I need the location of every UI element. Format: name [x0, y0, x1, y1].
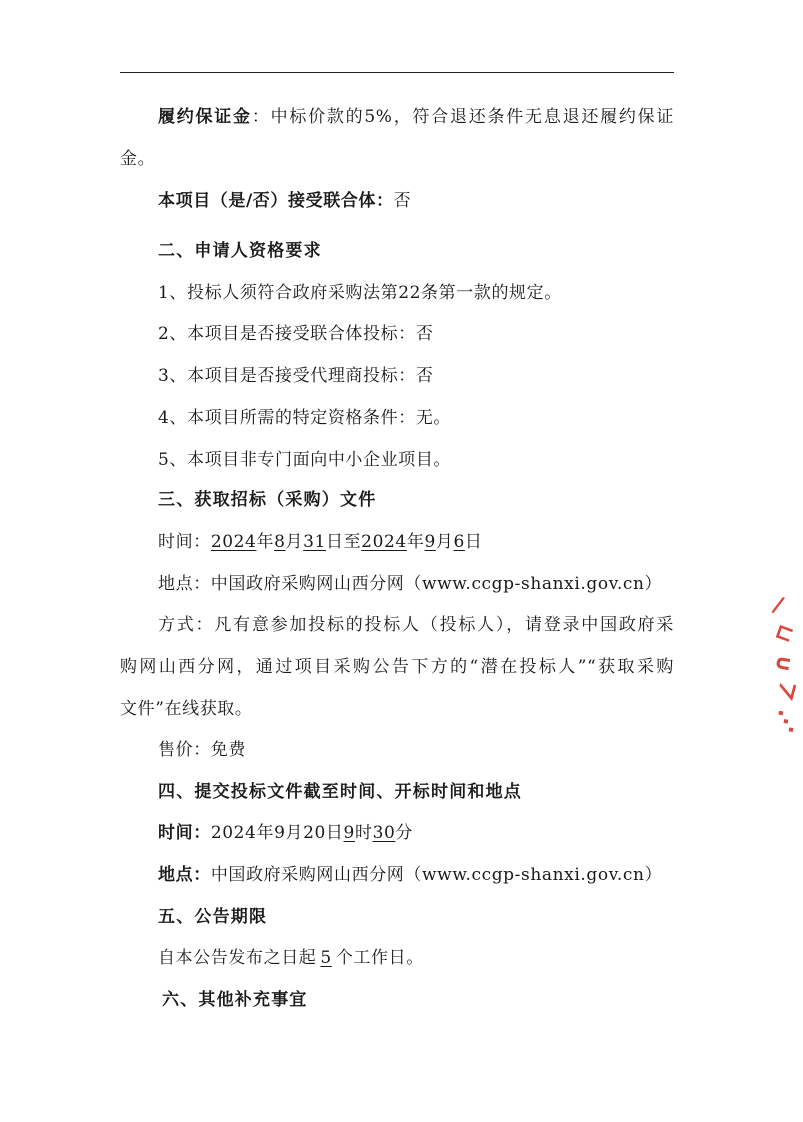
list-item: 3、本项目是否接受代理商投标：否	[158, 366, 434, 386]
red-seal-fragment: / ⊓ ∩ ∠ ⋰	[769, 592, 803, 735]
performance-bond-line-2: 金。	[120, 149, 156, 169]
consortium-line: 本项目（是/否）接受联合体：否	[158, 191, 412, 211]
performance-bond-label: 履约保证金	[158, 107, 252, 127]
list-item: 4、本项目所需的特定资格条件：无。	[158, 408, 452, 428]
section-4-heading: 四、提交投标文件截至时间、开标时间和地点	[158, 782, 522, 802]
section-5-heading: 五、公告期限	[158, 907, 268, 927]
performance-bond-text: 中标价款的5%，符合退还条件无息退还履约保证	[270, 107, 674, 127]
deadline-place-line: 地点：中国政府采购网山西分网（www.ccgp-shanxi.gov.cn）	[158, 865, 663, 885]
consortium-value: 否	[393, 191, 412, 211]
deadline-time-line: 时间：2024年9月20日9时30分	[158, 823, 414, 843]
notice-period-line: 自本公告发布之日起 5 个工作日。	[158, 948, 424, 968]
acquisition-place-line: 地点：中国政府采购网山西分网（www.ccgp-shanxi.gov.cn）	[158, 574, 663, 594]
acquisition-time-line: 时间：2024年8月31日至2024年9月6日	[158, 532, 483, 552]
performance-bond-line: 履约保证金：中标价款的5%，符合退还条件无息退还履约保证	[158, 107, 674, 127]
section-2-heading: 二、申请人资格要求	[158, 241, 322, 261]
section-3-heading: 三、获取招标（采购）文件	[158, 490, 377, 510]
acquisition-method-line-1: 方式：凡有意参加投标的投标人（投标人），请登录中国政府采	[158, 615, 674, 635]
list-item: 5、本项目非专门面向中小企业项目。	[158, 450, 452, 470]
list-item: 1、投标人须符合政府采购法第22条第一款的规定。	[158, 283, 562, 303]
consortium-label: 本项目（是/否）接受联合体	[158, 191, 377, 211]
header-rule	[120, 72, 674, 73]
list-item: 2、本项目是否接受联合体投标：否	[158, 324, 434, 344]
acquisition-method-line-3: 文件”在线获取。	[120, 699, 253, 719]
price-line: 售价：免费	[158, 740, 246, 760]
acquisition-method-line-2: 购网山西分网，通过项目采购公告下方的“潜在投标人”“获取采购	[120, 657, 674, 677]
section-6-heading: 六、其他补充事宜	[162, 990, 308, 1010]
